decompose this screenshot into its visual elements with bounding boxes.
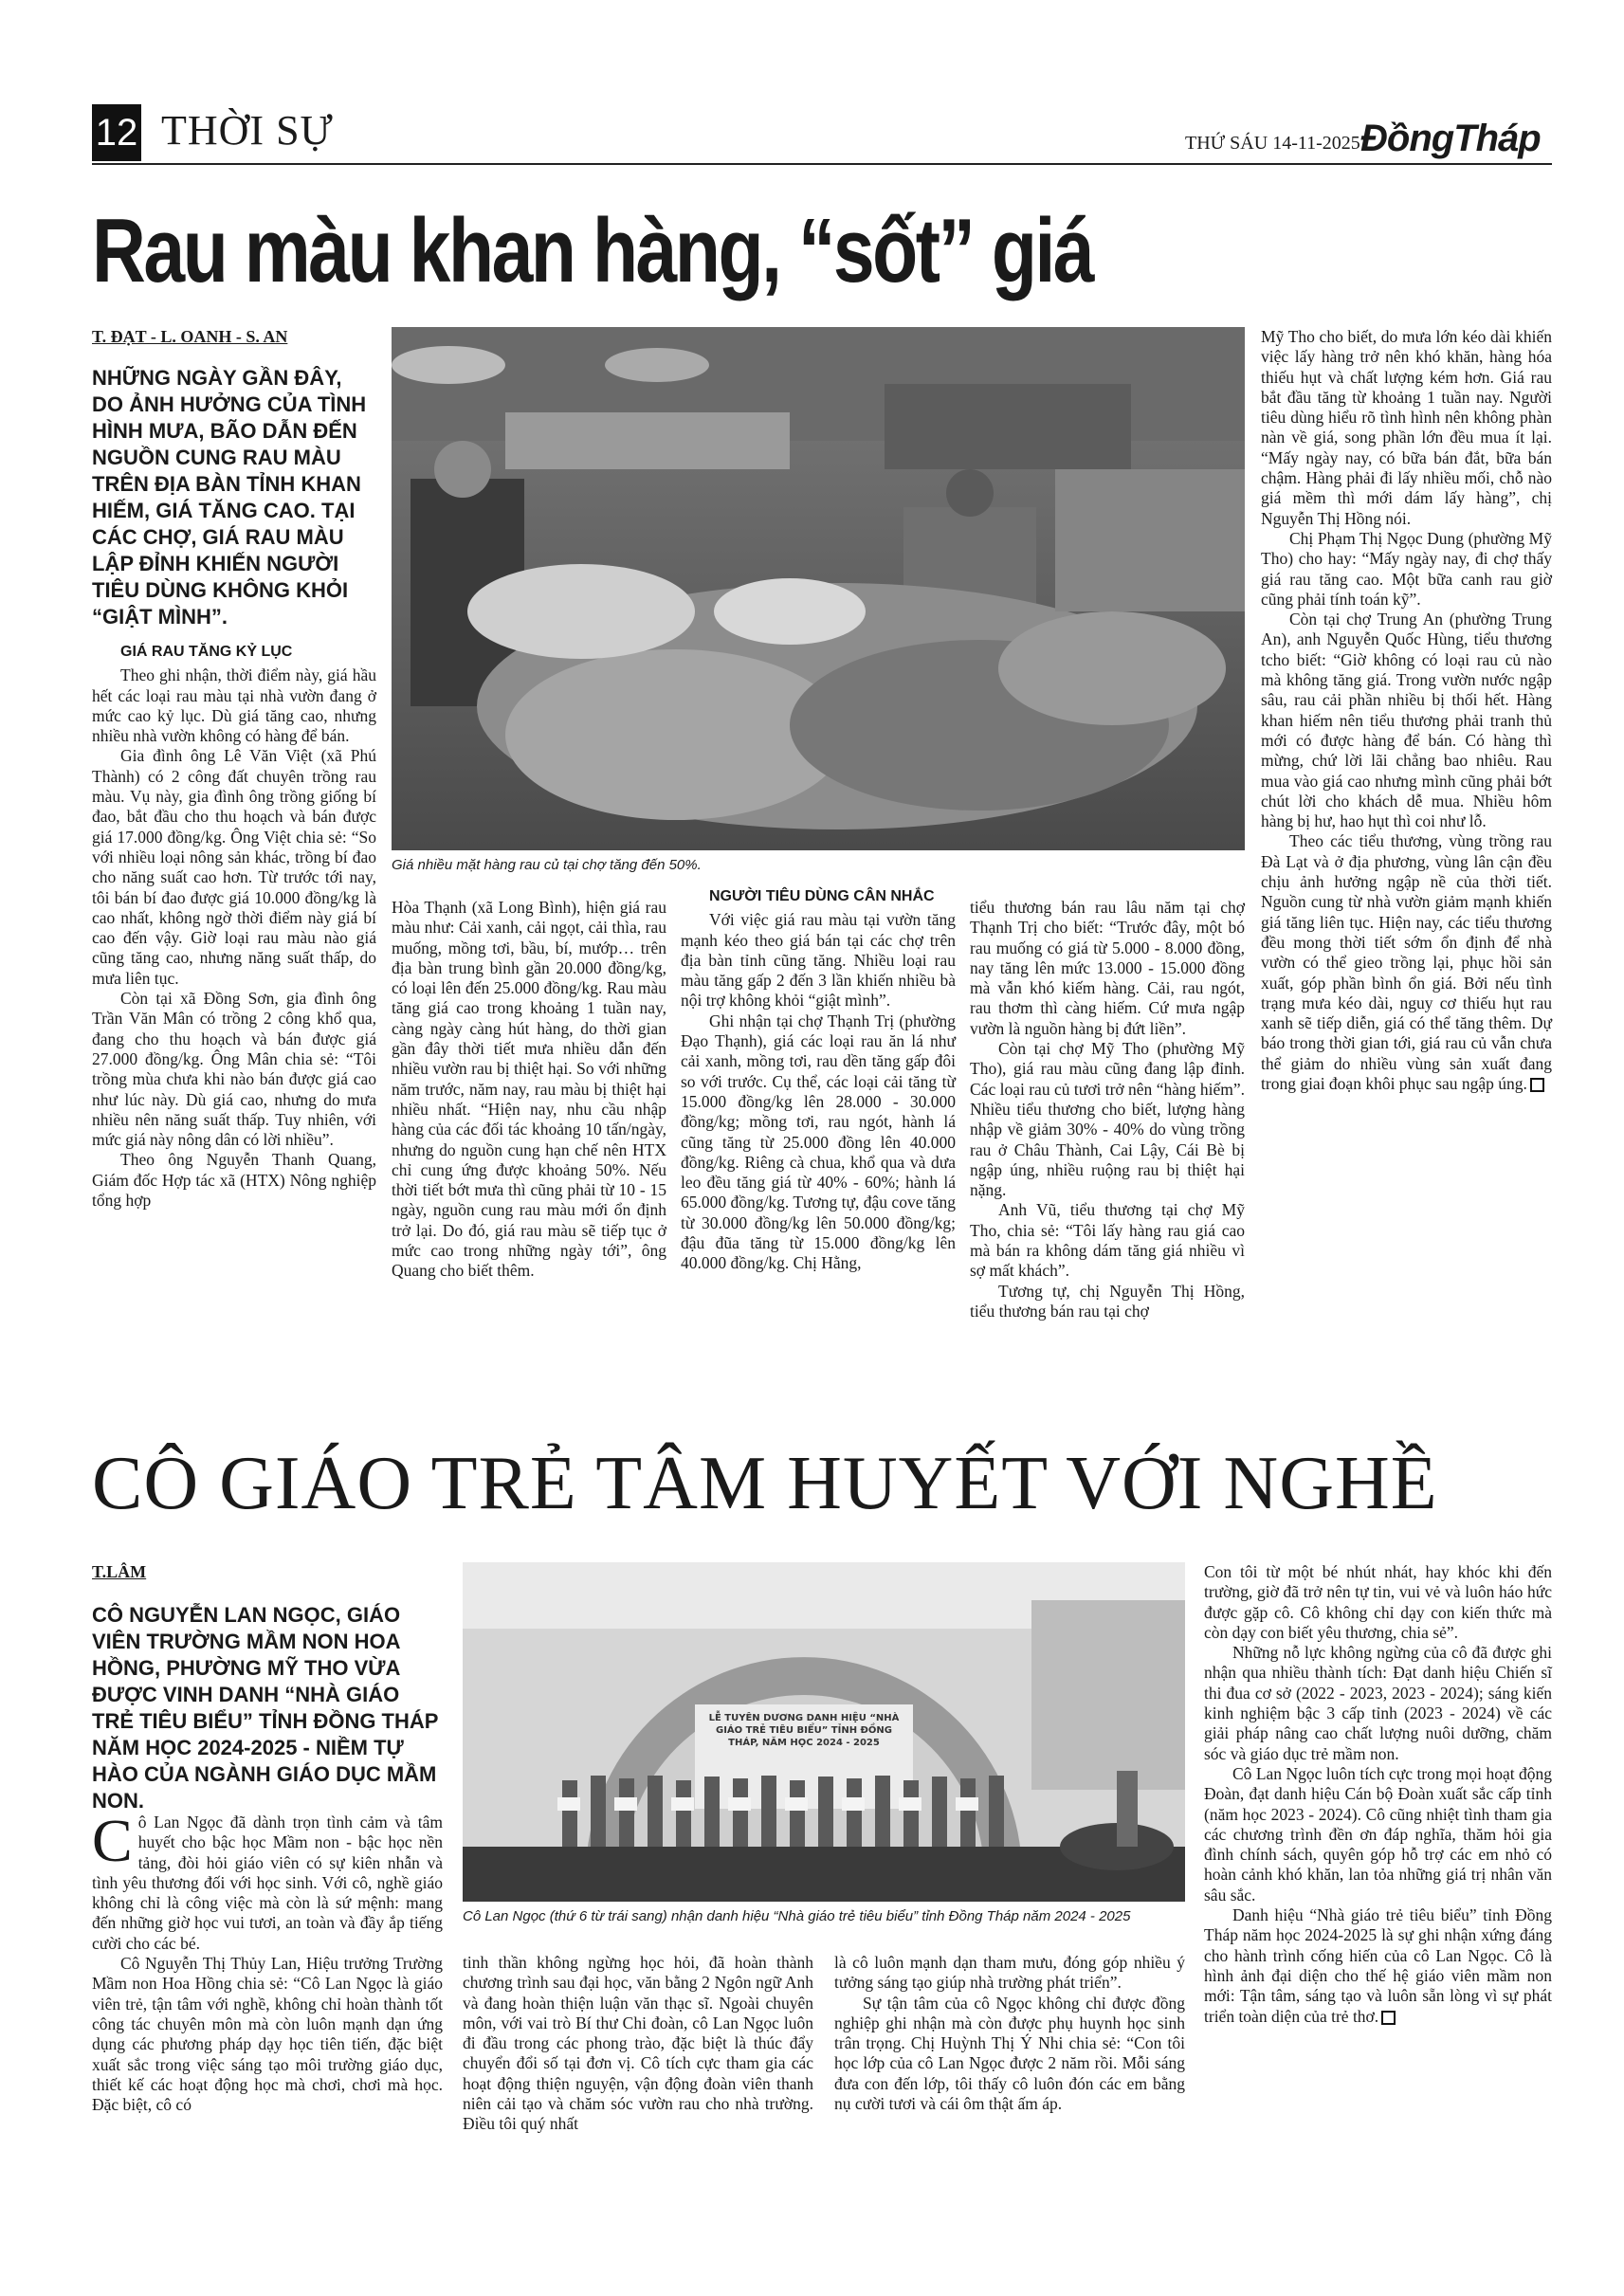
article1-column-3 — [681, 886, 956, 1274]
end-mark-icon — [1381, 2011, 1396, 2025]
article1-column-1 — [92, 630, 376, 1211]
article2-column-3 — [834, 1953, 1185, 2114]
market-photo-image — [392, 327, 1245, 850]
paragraph: Anh Vũ, tiểu thương tại chợ Mỹ Tho, chia sẻ: “Tôi lấy hàng rau giá cao mà bán ra không dám tăng giá nhiều vì sợ mất khách”. — [970, 1200, 1245, 1281]
section-title: THỜI SỰ — [161, 107, 334, 154]
paragraph: Còn tại chợ Mỹ Tho (phường Mỹ Tho), giá rau màu cũng đang lập đỉnh. Các loại rau củ tươi trở nên “hàng hiếm”. Nhiều tiểu thương cho biết, lượng hàng nhập về giảm 30% - 40% do vùng trồng rau ở Châu Thành, Cai Lậy, Cái Bè bị ngập úng, nhiều ruộng rau bị thiệt hại nặng. — [970, 1039, 1245, 1200]
paragraph-text: ô Lan Ngọc đã dành trọn tình cảm và tâm huyết cho bậc học Mầm non - bậc học nền tảng, đòi hỏi giáo viên có sự kiên nhẫn và tình yêu thương đối với học sinh. Với cô, nghề giáo không chỉ là công việc mà còn là sứ mệnh: mang đến những giờ học vui tươi, an toàn và đầy ắp tiếng cười cho các bé. — [92, 1813, 443, 1953]
paragraph: Với việc giá rau màu tại vườn tăng mạnh kéo theo giá bán tại các chợ trên địa bàn tỉnh cũng tăng. Nhiều loại rau màu tăng gấp 2 đến 3 lần khiến nhiều bà nội trợ không khỏi “giật mình”. — [681, 910, 956, 1011]
article1-byline: T. ĐẠT - L. OANH - S. AN — [92, 327, 288, 346]
article2-byline: T.LÂM — [92, 1562, 147, 1581]
paragraph: Cô Nguyễn Thị Thủy Lan, Hiệu trưởng Trường Mầm non Hoa Hồng chia sẻ: “Cô Lan Ngọc là giáo viên trẻ, tận tâm với nghề, không chỉ hoàn thành tốt công tác chuyên môn mà còn luôn mạnh dạn ứng dụng các phương pháp dạy học tiên tiến, đặc biệt xuất sắc trong việc sáng tạo môi trường giáo dục, thiết kế các hoạt động học mà chơi, chơi mà học. Đặc biệt, cô có — [92, 1954, 443, 2115]
page-number: 12 — [92, 104, 141, 161]
article1-column-5 — [1261, 327, 1552, 1094]
paragraph: Ghi nhận tại chợ Thạnh Trị (phường Đạo Thạnh), giá các loại rau ăn lá như cải xanh, mồng tơi, rau dền tăng gấp đôi so với trước. Cụ thể, các loại cải tăng từ 15.000 đồng/kg lên 28.000 - 30.000 đồng/kg; mồng tơi, rau ngót, hành lá cũng tăng từ 25.000 đồng lên 40.000 đồng/kg. Riêng cà chua, khổ qua và dưa leo đều tăng giá từ 40% - 60%; hành lá 65.000 đồng/kg. Tương tự, đậu cove tăng từ 30.000 đồng/kg lên 50.000 đồng/kg; đậu đũa tăng từ 15.000 đồng/kg lên 40.000 đồng/kg. Chị Hằng, — [681, 1011, 956, 1273]
paragraph: Mỹ Tho cho biết, do mưa lớn kéo dài khiến việc lấy hàng trở nên khó khăn, hàng hóa thiếu hụt và chất lượng kém hơn. Giá rau bắt đầu tăng từ khoảng 1 tuần nay. Người tiêu dùng hiểu rõ tình hình nên không phàn nàn về giá, song phần lớn đều mua ít lại. “Mấy ngày nay, có bữa bán đắt, bữa bán chậm. Hàng phải đi lấy nhiều mối, chỗ nào giá mềm thì mới dám lấy hàng”, chị Nguyễn Thị Hồng nói. — [1261, 327, 1552, 528]
article2-column-4 — [1204, 1562, 1552, 2027]
article2-headline: CÔ GIÁO TRẺ TÂM HUYẾT VỚI NGHỀ — [92, 1442, 1438, 1525]
article2-photo-caption: Cô Lan Ngọc (thứ 6 từ trái sang) nhận danh hiệu “Nhà giáo trẻ tiêu biểu” tỉnh Đồng Tháp năm 2024 - 2025 — [463, 1908, 1131, 1924]
paragraph: Những nỗ lực không ngừng của cô đã được ghi nhận qua nhiều thành tích: Đạt danh hiệu Chiến sĩ thi đua cơ sở (2022 - 2023, 2023 - 2024); sáng kiến kinh nghiệm bậc 3 cấp tỉnh (2023 - 2024) về các giải pháp nâng cao chất lượng nuôi dưỡng, chăm sóc và giáo dục trẻ mầm non. — [1204, 1643, 1552, 1763]
article1-photo-caption: Giá nhiều mặt hàng rau củ tại chợ tăng đến 50%. — [392, 857, 702, 873]
paragraph: Theo ghi nhận, thời điểm này, giá hầu hết các loại rau màu tại nhà vườn đang ở mức cao kỷ lục. Dù giá tăng cao, nhưng nhiều nhà vườn không có hàng để bán. — [92, 665, 376, 746]
issue-date: THỨ SÁU 14-11-2025 — [1185, 133, 1360, 154]
paragraph: Theo ông Nguyễn Thanh Quang, Giám đốc Hợp tác xã (HTX) Nông nghiệp tổng hợp — [92, 1150, 376, 1211]
article1-lead: NHỮNG NGÀY GẦN ĐÂY, DO ẢNH HƯỞNG CỦA TÌNH HÌNH MƯA, BÃO DẪN ĐẾN NGUỒN CUNG RAU MÀU TRÊN ĐỊA BÀN TỈNH KHAN HIẾM, GIÁ TĂNG CAO. TẠI CÁC CHỢ, GIÁ RAU MÀU LẬP ĐỈNH KHIẾN NGƯỜI TIÊU DÙNG KHÔNG KHỎI “GIẬT MÌNH”. — [92, 366, 367, 629]
article2-lead: CÔ NGUYỄN LAN NGỌC, GIÁO VIÊN TRƯỜNG MẦM NON HOA HỒNG, PHƯỜNG MỸ THO VỪA ĐƯỢC VINH DANH “NHÀ GIÁO TRẺ TIÊU BIỂU” TỈNH ĐỒNG THÁP NĂM HỌC 2024-2025 - NIỀM TỰ HÀO CỦA NGÀNH GIÁO DỤC MẦM NON. — [92, 1603, 439, 1813]
article1-headline: Rau màu khan hàng, “sốt” giá — [92, 200, 1093, 301]
article1-subhead-2: NGƯỜI TIÊU DÙNG CÂN NHẮC — [709, 888, 935, 904]
article1-column-2 — [392, 898, 666, 1282]
paragraph: Tương tự, chị Nguyễn Thị Hồng, tiểu thương bán rau tại chợ — [970, 1281, 1245, 1321]
paragraph — [1204, 1905, 1552, 2027]
newspaper-logo: ĐồngTháp — [1360, 118, 1541, 159]
market-vegetables-photo — [392, 327, 1245, 850]
paragraph: Còn tại xã Đồng Sơn, gia đình ông Trần Văn Mân có trồng 2 công khổ qua, đang cho thu hoạch và bán được giá 27.000 đồng/kg. Ông Mân chia sẻ: “Tôi trồng mùa chưa khi nào bán được giá cao như lúc này. Dù giá cao, nhưng do mưa nhiều nên năng suất thấp. Tuy nhiên, với mức giá này nông dân có lời nhiều”. — [92, 989, 376, 1150]
article1-subhead-1: GIÁ RAU TĂNG KỶ LỤC — [120, 644, 293, 660]
article2-column-2 — [463, 1953, 813, 2135]
award-ceremony-photo — [463, 1562, 1185, 1902]
paragraph: Con tôi từ một bé nhút nhát, hay khóc khi đến trường, giờ đã trở nên tự tin, vui vẻ và luôn háo hức được gặp cô. Cô không chỉ dạy con kiến thức mà còn dạy con biết yêu thương, chia sẻ”. — [1204, 1562, 1552, 1642]
paragraph — [1261, 831, 1552, 1094]
award-banner-text: LỄ TUYÊN DƯƠNG DANH HIỆU “NHÀ GIÁO TRẺ TIÊU BIỂU” TỈNH ĐỒNG THÁP, NĂM HỌC 2024 - 2025 — [708, 1713, 900, 1748]
drop-cap: C — [92, 1807, 133, 1874]
article1-column-4 — [970, 898, 1245, 1321]
paragraph: tiểu thương bán rau lâu năm tại chợ Thạnh Trị cho biết: “Trước đây, một bó rau muống có giá từ 5.000 - 8.000 đồng, nay tăng lên mức 13.000 - 15.000 đồng mà vẫn khó kiếm hàng. Cải, rau ngót, rau thơm thì càng hiếm. Cứ mưa ngập vườn là nguồn hàng bị đứt liền”. — [970, 898, 1245, 1038]
paragraph — [92, 1807, 443, 1954]
paragraph-text: Danh hiệu “Nhà giáo trẻ tiêu biểu” tỉnh Đồng Tháp năm học 2024-2025 là sự ghi nhận xứng đáng cho hành trình cống hiến của cô Lan Ngọc. Cô là hình ảnh đại diện cho thế hệ giáo viên mầm non mới: Tận tâm, sáng tạo và luôn sẵn lòng vì sự phát triển toàn diện của trẻ thơ. — [1204, 1905, 1552, 2026]
header-rule — [92, 163, 1552, 165]
paragraph: Sự tận tâm của cô Ngọc không chỉ được đồng nghiệp ghi nhận mà còn được phụ huynh học sinh trân trọng. Chị Huỳnh Thị Ý Nhi chia sẻ: “Con tôi học lớp của cô Lan Ngọc được 2 năm rồi. Mỗi sáng đưa con đến lớp, tôi thấy cô luôn đón các em bằng nụ cười tươi và cái ôm thật ấm áp. — [834, 1993, 1185, 2114]
paragraph: là cô luôn mạnh dạn tham mưu, đóng góp nhiều ý tưởng sáng tạo giúp nhà trường phát triển”. — [834, 1953, 1185, 1993]
paragraph: Còn tại chợ Trung An (phường Trung An), anh Nguyễn Quốc Hùng, tiểu thương tcho biết: “Giờ không có loại rau củ nào mà không tăng giá. Trong vườn nước ngập sâu, rau cải phần nhiều bị thối hết. Hàng khan hiếm nên tiểu thương phải tranh thủ mới có được hàng để bán. Có hàng thì mừng, chứ lời lãi chẳng bao nhiêu. Rau mua vào giá cao nhưng mình cũng phải bớt chút lời cho khách dễ mua. Nhiều hôm hàng bị hư, hao hụt thì coi như lỗ. — [1261, 610, 1552, 831]
paragraph: Cô Lan Ngọc luôn tích cực trong mọi hoạt động Đoàn, đạt danh hiệu Cán bộ Đoàn xuất sắc cấp tỉnh (năm học 2023 - 2024). Cô cũng nhiệt tình tham gia các chương trình đền ơn đáp nghĩa, thăm hỏi gia đình chính sách, quyên góp hỗ trợ các em nhỏ có hoàn cảnh khó khăn, lan tỏa những giá trị nhân văn sâu sắc. — [1204, 1763, 1552, 1904]
end-mark-icon — [1530, 1078, 1544, 1092]
paragraph: Gia đình ông Lê Văn Việt (xã Phú Thành) có 2 công đất chuyên trồng rau màu. Vụ này, gia đình ông trồng giống bí đao, bắt đầu cho thu hoạch và bán được giá 17.000 đồng/kg. Ông Việt chia sẻ: “So với nhiều loại nông sản khác, trồng bí đao cho năng suất cao hơn. Từ trước tới nay, tôi bán bí đao được giá 10.000 đồng/kg là cao nhất, không ngờ thời điểm này giá bí cao đến vậy. Giờ loại rau màu nào giá cũng tăng cao, nhưng năng suất thấp, do mưa liên tục. — [92, 746, 376, 988]
article2-column-1 — [92, 1807, 443, 2115]
paragraph: Chị Phạm Thị Ngọc Dung (phường Mỹ Tho) cho hay: “Mấy ngày nay, đi chợ thấy giá rau tăng cao. Một bữa canh rau giờ cũng phải tính toán kỹ”. — [1261, 528, 1552, 609]
paragraph-text: Theo các tiểu thương, vùng trồng rau Đà Lạt và ở địa phương, vùng lân cận đều chịu ảnh hưởng ngập nề của thời tiết. Nguồn cung từ nhà vườn giảm mạnh khiến giá tăng liên tục. Hiện nay, các tiểu thương đều mong thời tiết sớm ổn định để nhà vườn có thể gieo trồng lại, phục hồi sản xuất, góp phần bình ổn giá. Bởi nếu tình trạng mưa kéo dài, nguy cơ thiếu hụt rau xanh sẽ tiếp diễn, giá có thể tăng thêm. Dự báo trong thời gian tới, giá rau củ vẫn chưa thể giảm do nhiều vùng sản xuất đang trong giai đoạn khôi phục sau ngập úng. — [1261, 831, 1552, 1093]
paragraph: Hòa Thạnh (xã Long Bình), hiện giá rau màu như: Cải xanh, cải ngọt, cải thìa, rau muống, mồng tơi, bầu, bí, mướp… trên địa bàn trung bình gần 20.000 đồng/kg, có loại lên đến 25.000 đồng/kg. Rau màu tăng giá cao trong khoảng 1 tuần nay, càng ngày càng hút hàng, do thời gian gần đây thời tiết mưa nhiều dẫn đến nhiều vườn rau bị thiệt hại. So với những năm trước, năm nay, rau màu bị thiệt hại nhiều nhất. “Hiện nay, nhu cầu nhập hàng của các đối tác khoảng 10 tấn/ngày, nhưng do nguồn cung hạn chế nên HTX chỉ cung ứng được khoảng 50%. Nếu thời tiết bớt mưa thì cũng phải từ 10 - 15 ngày, nguồn cung rau màu mới ổn định trở lại. Do đó, giá rau màu sẽ tiếp tục ở mức cao trong những ngày tới”, ông Quang cho biết thêm. — [392, 898, 666, 1281]
paragraph: tinh thần không ngừng học hỏi, đã hoàn thành chương trình sau đại học, văn bằng 2 Ngôn ngữ Anh và đang hoàn thiện luận văn thạc sĩ. Ngoài chuyên môn, với vai trò Bí thư Chi đoàn, cô Lan Ngọc luôn đi đầu trong các phong trào, đặc biệt là thúc đẩy chuyển đổi số tại đơn vị. Cô tích cực tham gia các hoạt động thiện nguyện, vận động đoàn viên thanh niên cải tạo và chăm sóc vườn rau cho nhà trường. Điều tôi quý nhất — [463, 1953, 813, 2134]
